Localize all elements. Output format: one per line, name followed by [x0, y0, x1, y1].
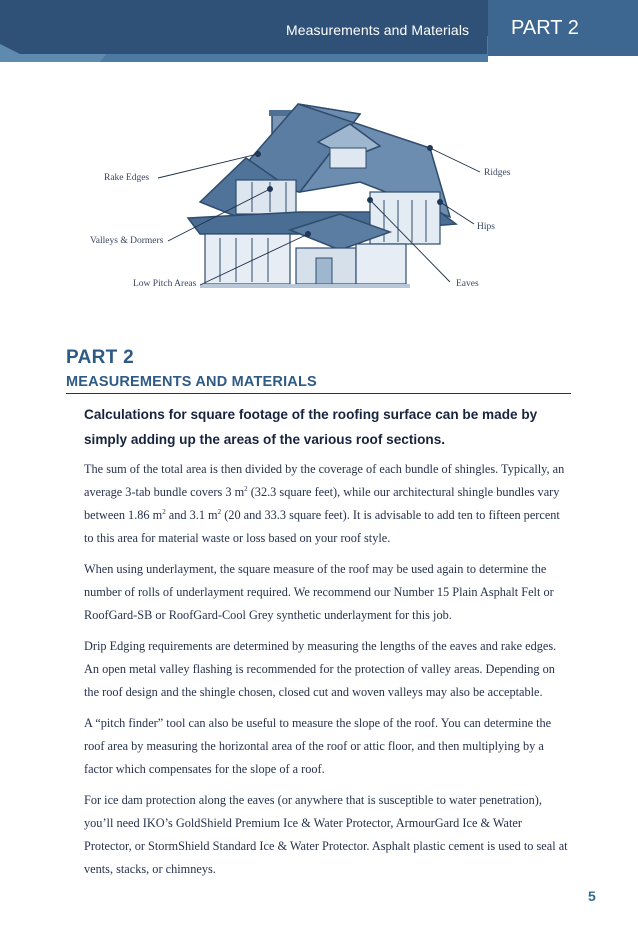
paragraph-text: (20 and 33.3 square feet). It is advisable to add ten to fifteen percent to this area for material waste or loss based on your roof style. [84, 508, 560, 545]
label-ridges: Ridges [484, 168, 511, 178]
paragraph-underlayment: When using underlayment, the square measure of the roof may be used again to determine the number of rolls of underlayment required. We recommend our Number 15 Plain Asphalt Felt or RoofGard-SB or RoofGard-Cool Grey synthetic underlayment for this job. [84, 562, 554, 622]
label-rake-edges: Rake Edges [104, 173, 150, 183]
label-low-pitch-areas: Low Pitch Areas [133, 279, 197, 289]
paragraph-bundle-coverage [84, 458, 572, 550]
lead-paragraph: Calculations for square footage of the roofing surface can be made by simply adding up the areas of the various roof sections. [84, 407, 538, 447]
body-content [84, 402, 572, 889]
paragraph-text: The sum of the total area is then divided by the coverage of each bundle of shingles. Typically, an average 3-tab bundle covers 3 m [84, 462, 565, 499]
house-roof-drawing [0, 62, 638, 317]
superscript: 2 [244, 484, 248, 493]
roof-illustration [0, 62, 638, 317]
superscript: 2 [162, 507, 166, 516]
paragraph-pitch-finder: A “pitch finder” tool can also be useful to measure the slope of the roof. You can determine the roof area by measuring the horizontal area of the roof or attic floor, and then multiplying by a factor which compensates for the slope of a roof. [84, 716, 552, 776]
section-divider [66, 393, 571, 394]
label-eaves: Eaves [456, 279, 479, 289]
header-title: Measurements and Materials [286, 22, 470, 38]
section-title: MEASUREMENTS AND MATERIALS [66, 374, 317, 390]
label-hips: Hips [477, 222, 495, 232]
paragraph-text: (32.3 square feet), while our architectural shingle bundles vary between 1.86 m [84, 485, 560, 522]
label-valleys-dormers: Valleys & Dormers [90, 236, 164, 246]
paragraph-drip-edging: Drip Edging requirements are determined by measuring the lengths of the eaves and rake edges. An open metal valley flashing is recommended for the protection of valley areas. Depending on the roof design and the shingle chosen, closed cut and woven valleys may also be acceptable. [84, 639, 557, 699]
superscript: 2 [217, 507, 222, 516]
paragraph-ice-dam: For ice dam protection along the eaves (or anywhere that is susceptible to water penetration), you’ll need IKO’s GoldShield Premium Ice & Water Protector, ArmourGard Ice & Water Protector, or StormShield Standard Ice & Water Protector. Asphalt plastic cement is used to seal at vents, stacks, or chimneys. [84, 793, 568, 876]
paragraph-text: and 3.1 m [165, 508, 218, 522]
header-part-label: PART 2 [511, 17, 579, 39]
section-part-heading: PART 2 [66, 347, 134, 368]
page-number: 5 [588, 888, 596, 904]
